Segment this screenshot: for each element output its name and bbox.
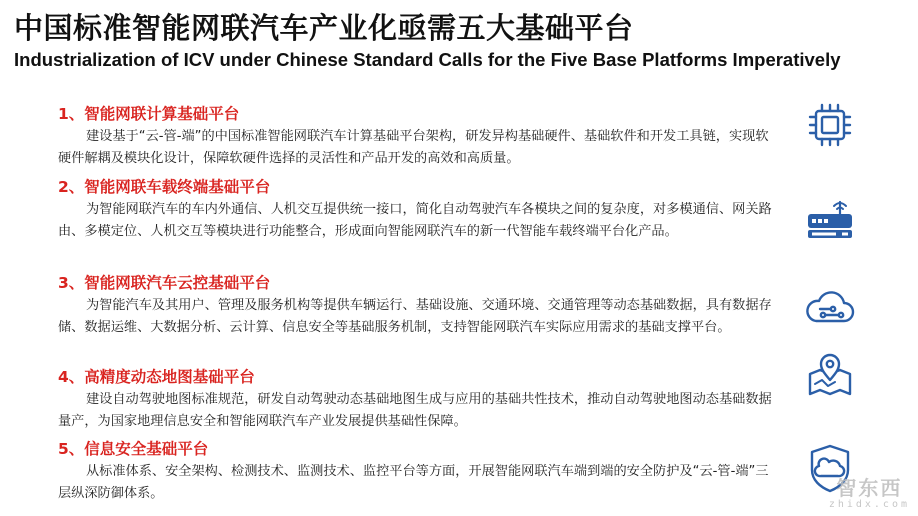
watermark-logo: 智东西 — [836, 476, 903, 500]
section-heading: 3、智能网联汽车云控基础平台 — [58, 274, 271, 292]
map-pin-icon — [802, 346, 858, 402]
section-body: 为智能网联汽车的车内外通信、人机交互提供统一接口，简化自动驾驶汽车各模块之间的复杂度，对多模通信、网关路由、多模定位、人机交互等模块进行功能整合，形成面向智能网联汽车的新一代智能车载终端平台化产品。 — [58, 202, 772, 239]
section-body: 为智能汽车及其用户、管理及服务机构等提供车辆运行、基础设施、交通环境、交通管理等动态基础数据，具有数据存储、数据运维、大数据分析、云计算、信息安全等基础服务机制，支持智能网联汽车实际应用需求的基础支撑平台。 — [58, 298, 772, 335]
router-icon — [802, 194, 858, 250]
section-security-platform — [58, 438, 780, 505]
section-heading: 1、智能网联计算基础平台 — [58, 105, 240, 123]
watermark — [829, 477, 910, 510]
page-title: 中国标准智能网联汽车产业化亟需五大基础平台 — [14, 11, 634, 45]
page-subtitle: Industrialization of ICV under Chinese Standard Calls for the Five Base Platforms Imperatively — [14, 49, 841, 70]
section-heading: 4、高精度动态地图基础平台 — [58, 368, 255, 386]
section-hd-map-platform — [58, 366, 780, 433]
section-heading: 2、智能网联车载终端基础平台 — [58, 178, 271, 196]
section-terminal-platform — [58, 176, 780, 243]
section-heading: 5、信息安全基础平台 — [58, 440, 209, 458]
cloud-icon — [802, 279, 858, 335]
watermark-url: zhidx.com — [828, 499, 910, 510]
section-computing-platform — [58, 103, 780, 170]
chip-icon — [802, 97, 858, 153]
section-cloud-platform — [58, 272, 780, 339]
section-body: 建设基于“云-管-端”的中国标准智能网联汽车计算基础平台架构，研发异构基础硬件、基础软件和开发工具链，实现软硬件解耦及模块化设计，保障软硬件选择的灵活性和产品开发的高效和高质量。 — [58, 129, 769, 166]
section-body: 建设自动驾驶地图标准规范，研发自动驾驶动态基础地图生成与应用的基础共性技术，推动自动驾驶地图动态基础数据量产，为国家地理信息安全和智能网联汽车产业发展提供基础性保障。 — [58, 392, 772, 429]
section-body: 从标准体系、安全架构、检测技术、监测技术、监控平台等方面，开展智能网联汽车端到端的安全防护及“云-管-端”三层纵深防御体系。 — [58, 464, 769, 501]
